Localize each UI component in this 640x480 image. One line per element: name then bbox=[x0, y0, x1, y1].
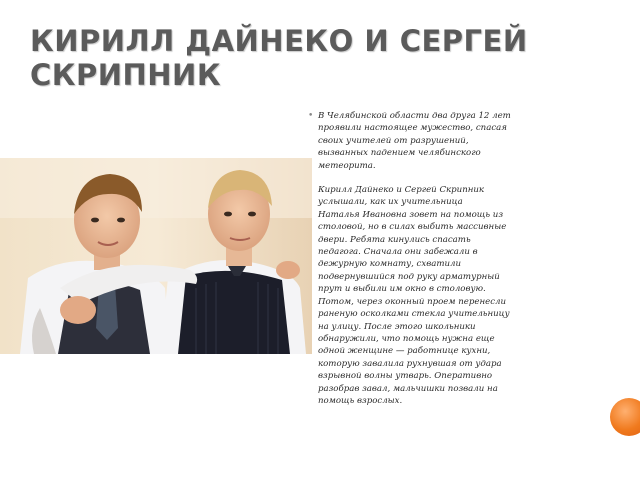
paragraph-story: Кирилл Дайнеко и Сергей Скрипник услышали, как их учительница Наталья Ивановна зовет на помощь из столовой, но в силах выбить массивные двери. Ребята кинулись спасать педагога. Сначала они забежали в дежурную комнату, схватили подвернувшийся под руку арматурный прут и выбили им окно в столовую. Потом, через оконный проем перенесли раненую осколками стекла учительницу на улицу. После этого школьники обнаружили, что помощь нужна еще одной женщине — работнице кухни, которую завалила рухнувшая от удара взрывной волны утварь. Оперативно разобрав завал, мальчишки позвали на помощь взрослых. bbox=[318, 185, 510, 406]
body-text bbox=[308, 110, 600, 407]
slide-title bbox=[30, 24, 590, 92]
title-line-1: КИРИЛЛ ДАЙНЕКО И СЕРГЕЙ bbox=[30, 24, 528, 58]
decorative-orange-circle bbox=[610, 398, 640, 436]
title-line-2: СКРИПНИК bbox=[30, 58, 222, 92]
bullet-marker: • bbox=[308, 111, 314, 121]
photo-two-boys bbox=[0, 158, 312, 354]
paragraph-intro: В Челябинской области два друга 12 лет проявили настоящее мужество, спасая своих учителей от разрушений, вызванных падением челябинского метеорита. bbox=[318, 111, 511, 171]
